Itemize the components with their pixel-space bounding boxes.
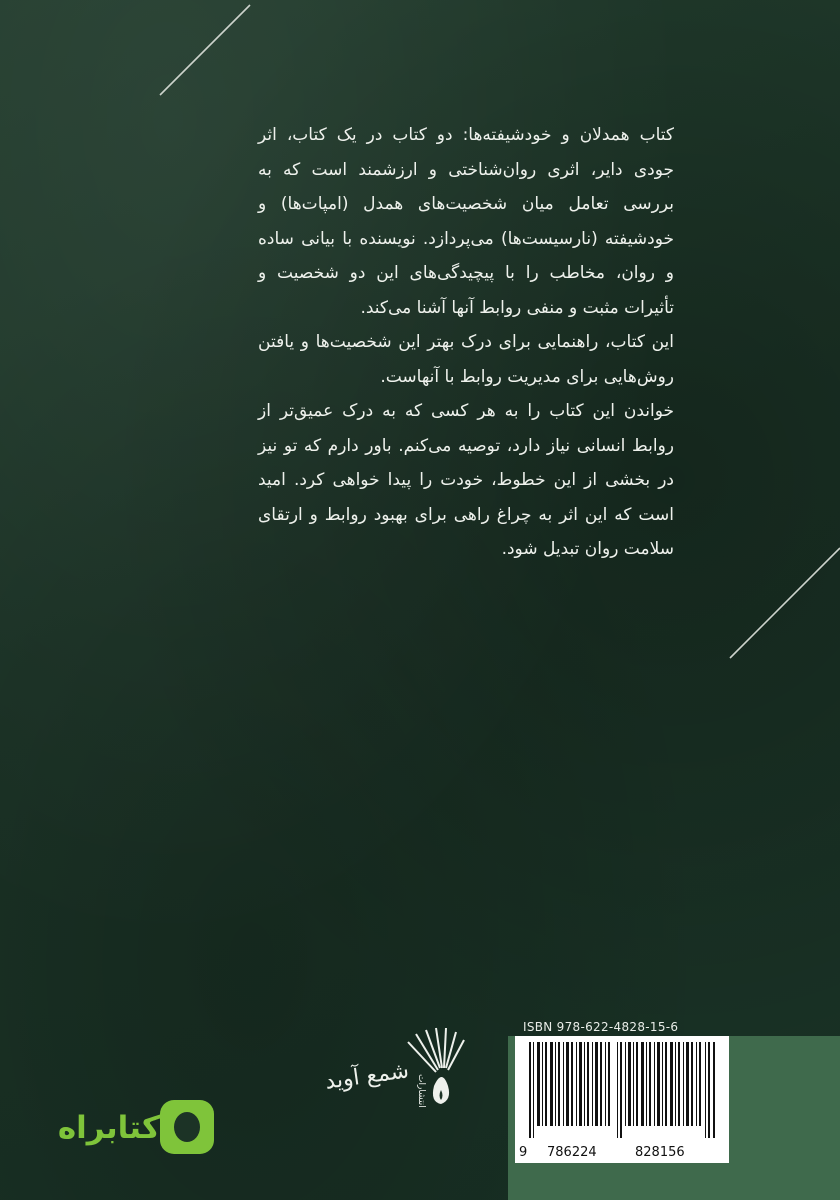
barcode-digits-group-1: 786224 <box>547 1145 597 1160</box>
store-name: کتابراه <box>57 1110 160 1146</box>
isbn-label: ISBN 978-622-4828-15-6 <box>523 1020 679 1034</box>
barcode-digits-group-2: 828156 <box>635 1145 685 1160</box>
blurb-text <box>258 118 674 567</box>
publisher-name: شمع آوید <box>323 1058 411 1095</box>
blurb-paragraph-1: کتاب همدلان و خودشیفته‌ها: دو کتاب در یک کتاب، اثر جودی دایر، اثری روان‌شناختی و ارزشمند است که به بررسی تعامل میان شخصیت‌های همدل (امپات‌ها) و خودشیفته (نارسیست‌ها) می‌پردازد. نویسنده با بیانی ساده و روان، مخاطب را با پیچیدگی‌های این دو شخصیت و تأثیرات مثبت و منفی روابط آنها آشنا می‌کند. <box>258 125 674 318</box>
barcode-bars <box>529 1042 715 1138</box>
barcode <box>515 1036 729 1163</box>
ketabrah-logo-icon <box>160 1100 214 1154</box>
right-diagonal-line <box>730 548 840 658</box>
publisher-prefix: انتشارات <box>416 1074 426 1108</box>
blurb-paragraph-3: خواندن این کتاب را به هر کسی که به درک عمیق‌تر از روابط انسانی نیاز دارد، توصیه می‌کنم. باور دارم که تو نیز در بخشی از این خطوط، خودت را پیدا خواهی کرد. امید است که این اثر به چراغ راهی برای بهبود روابط و ارتقای سلامت روان تبدیل شود. <box>258 401 674 559</box>
blurb-paragraph-2: این کتاب، راهنمایی برای درک بهتر این شخصیت‌ها و یافتن روش‌هایی برای مدیریت روابط با آنهاست. <box>258 332 674 387</box>
barcode-digit-first: 9 <box>519 1145 528 1160</box>
top-diagonal-line <box>160 5 250 95</box>
